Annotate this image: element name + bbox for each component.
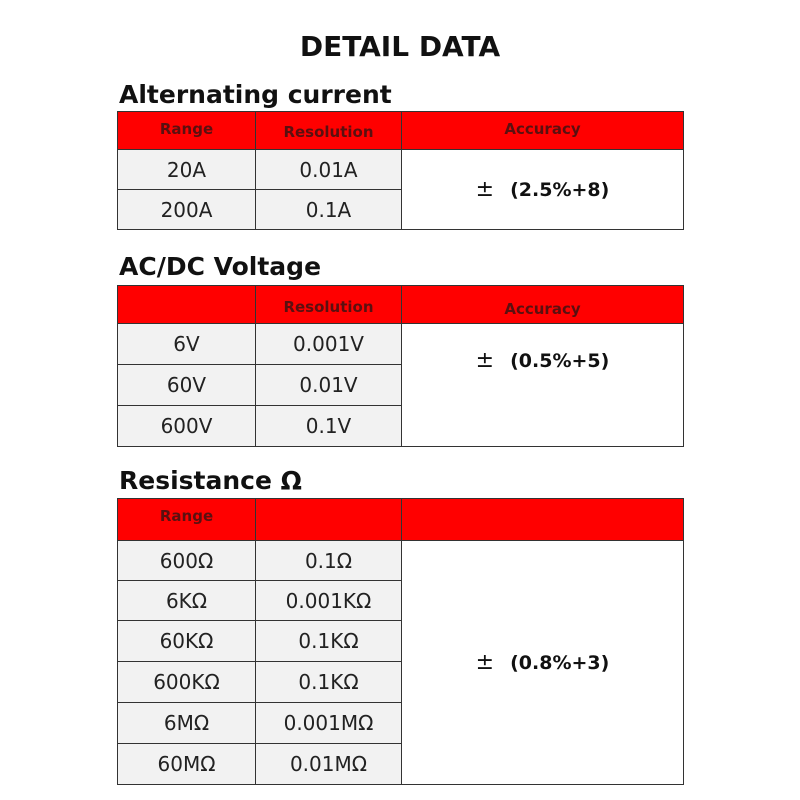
table-row	[118, 324, 684, 365]
accuracy-cell	[402, 541, 684, 785]
plus-minus-symbol: ±	[475, 348, 495, 373]
plus-minus-symbol: ±	[475, 177, 495, 202]
range-cell: 600KΩ	[118, 662, 256, 703]
header-resolution	[256, 499, 402, 541]
range-cell: 60V	[118, 365, 256, 406]
table-header-row	[118, 286, 684, 324]
resolution-cell: 0.01A	[256, 150, 402, 190]
accuracy-value: (0.8%+3)	[510, 652, 610, 674]
range-cell: 60KΩ	[118, 621, 256, 662]
range-cell: 20A	[118, 150, 256, 190]
range-cell: 6V	[118, 324, 256, 365]
ac-current-table	[117, 111, 684, 230]
accuracy-cell	[402, 324, 684, 447]
range-cell: 60MΩ	[118, 744, 256, 785]
accuracy-value: (2.5%+8)	[510, 179, 610, 201]
plus-minus-symbol: ±	[475, 650, 495, 675]
range-cell: 6KΩ	[118, 581, 256, 621]
range-cell: 600V	[118, 406, 256, 447]
table-header-row	[118, 112, 684, 150]
page-title: DETAIL DATA	[299, 30, 501, 63]
resolution-cell: 0.001V	[256, 324, 402, 365]
range-cell: 200A	[118, 190, 256, 230]
section-title-ac-current: Alternating current	[119, 80, 392, 109]
header-resolution: Resolution	[256, 112, 402, 150]
header-resolution: Resolution	[256, 286, 402, 324]
resolution-cell: 0.1V	[256, 406, 402, 447]
section-title-voltage: AC/DC Voltage	[119, 252, 322, 281]
range-cell: 6MΩ	[118, 703, 256, 744]
header-range: Range	[118, 112, 256, 150]
header-range	[118, 286, 256, 324]
range-cell: 600Ω	[118, 541, 256, 581]
section-title-resistance: Resistance Ω	[119, 466, 302, 495]
resolution-cell: 0.001KΩ	[256, 581, 402, 621]
resolution-cell: 0.01V	[256, 365, 402, 406]
resolution-cell: 0.01MΩ	[256, 744, 402, 785]
resistance-table	[117, 498, 684, 785]
resolution-cell: 0.1Ω	[256, 541, 402, 581]
table-row	[118, 150, 684, 190]
header-accuracy: Accuracy	[402, 112, 684, 150]
accuracy-cell	[402, 150, 684, 230]
accuracy-value: (0.5%+5)	[510, 350, 610, 372]
resolution-cell: 0.1KΩ	[256, 621, 402, 662]
voltage-table	[117, 285, 684, 447]
header-accuracy: Accuracy	[402, 286, 684, 324]
resolution-cell: 0.1KΩ	[256, 662, 402, 703]
header-range: Range	[118, 499, 256, 541]
table-header-row	[118, 499, 684, 541]
resolution-cell: 0.1A	[256, 190, 402, 230]
header-accuracy	[402, 499, 684, 541]
table-row	[118, 541, 684, 581]
resolution-cell: 0.001MΩ	[256, 703, 402, 744]
